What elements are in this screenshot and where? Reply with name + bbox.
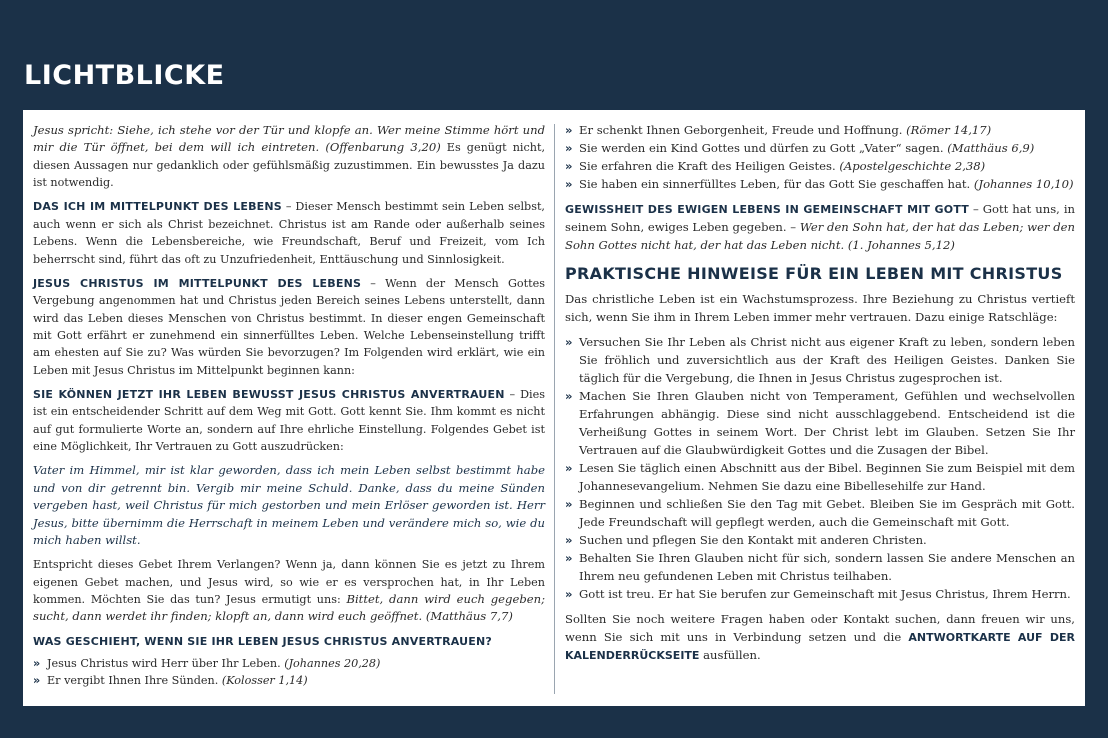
tips-list <box>565 334 1075 604</box>
list-item-ref: (Matthäus 6,9) <box>947 140 1035 155</box>
left-column <box>33 122 545 697</box>
section-text: – Dies ist ein entscheidender Schritt auf dem Weg mit Gott. Gott kennt Sie. Ihm kommt es nicht auf gut formulierte Worte an, sondern auf Ihre ehrliche Einstellung. Folgendes Gebet ist eine Möglichkeit, Ihr Vertrauen zu Gott auszudrücken: <box>33 388 545 454</box>
list-item <box>565 586 1075 604</box>
after-prayer-text: Entspricht dieses Gebet Ihrem Verlangen? Wenn ja, dann können Sie es jetzt zu Ihrem eigenen Gebet machen, und Jesus wird, so wie er es versprochen hat, in Ihr Leben kommen. Möchten Sie das tun? Jesus ermutigt uns: <box>33 558 545 606</box>
page-title: LICHTBLICKE <box>24 60 225 91</box>
list-item <box>565 550 1075 586</box>
list-item <box>565 334 1075 388</box>
intro-paragraph <box>33 122 545 191</box>
bullet-icon: » <box>565 176 573 191</box>
right-column <box>565 122 1075 672</box>
section-heading: DAS ICH IM MITTELPUNKT DES LEBENS <box>33 200 282 214</box>
list-item-text: Jesus Christus wird Herr über Ihr Leben. <box>47 657 285 671</box>
list-item-text: Sie erfahren die Kraft des Heiligen Geistes. <box>579 158 840 173</box>
list-item-ref: (Johannes 20,28) <box>284 657 381 671</box>
section-text: – Wenn der Mensch Gottes Vergebung angenommen hat und Christus jeden Bereich seines Lebens unterstellt, dann wird das Leben dieses Menschen von Christus bestimmt. In dieser engen Gemeinschaft mit Gott erfährt er zunehmend ein sinnerfülltes Leben. Welche Lebenseinstellung trifft am ehesten auf Sie zu? Was würden Sie bevorzugen? Im Folgenden wird erklärt, wie ein Leben mit Jesus Christus im Mittelpunkt beginnen kann: <box>33 276 545 377</box>
prayer-text: Vater im Himmel, mir ist klar geworden, dass ich mein Leben selbst bestimmt habe und von dir getrennt bin. Vergib mir meine Schuld. Danke, dass du meine Sünden vergeben hast, weil Christus für mich gestorben und mein Erlöser geworden ist. Herr Jesus, bitte übernimm die Herrschaft in meinem Leben und verändere mich so, wie du mich haben willst. <box>33 463 545 547</box>
list-item-text: Gott ist treu. Er hat Sie berufen zur Gemeinschaft mit Jesus Christus, Ihrem Herrn. <box>579 586 1071 601</box>
list-item-text: Beginnen und schließen Sie den Tag mit Gebet. Bleiben Sie im Gespräch mit Gott. Jede Freundschaft will gepflegt werden, auch die Gemeinschaft mit Gott. <box>579 496 1075 529</box>
bullet-icon: » <box>565 496 573 511</box>
list-item <box>565 122 1075 140</box>
list-item-text: Lesen Sie täglich einen Abschnitt aus der Bibel. Beginnen Sie zum Beispiel mit dem Johannesevangelium. Nehmen Sie dazu eine Bibellesehilfe zur Hand. <box>579 460 1075 493</box>
answer-card-reference: ANTWORTKARTE AUF DER KALENDERRÜCKSEITE <box>565 630 1075 662</box>
section-anvertrauen <box>33 386 545 455</box>
list-item <box>33 672 545 689</box>
bullet-icon: » <box>565 532 573 547</box>
bullet-icon: » <box>565 586 573 601</box>
section-heading: SIE KÖNNEN JETZT IHR LEBEN BEWUSST JESUS CHRISTUS ANVERTRAUEN <box>33 388 505 402</box>
list-item-text: Suchen und pflegen Sie den Kontakt mit anderen Christen. <box>579 532 927 547</box>
section-christus-mittelpunkt <box>33 275 545 379</box>
section-heading: JESUS CHRISTUS IM MITTELPUNKT DES LEBENS <box>33 276 362 290</box>
list-item <box>565 532 1075 550</box>
list-item-ref: (Römer 14,17) <box>906 123 992 137</box>
closing-paragraph <box>565 611 1075 665</box>
intro-text: Es genügt nicht, diesen Aussagen nur gedanklich oder gefühlsmäßig zuzustimmen. Ein bewusstes Ja dazu ist notwendig. <box>33 141 546 190</box>
list-item-ref: (Kolosser 1,14) <box>221 674 308 688</box>
practical-heading: PRAKTISCHE HINWEISE FÜR EIN LEBEN MIT CHRISTUS <box>565 263 1063 283</box>
list-item-text: Machen Sie Ihren Glauben nicht von Temperament, Gefühlen und wechselvollen Erfahrungen abhängig. Diese sind nicht ausschlaggebend. Entscheidend ist die Verheißung Gottes in seinem Wort. Der Christ lebt im Glauben. Setzen Sie Ihr Vertrauen auf die Glaubwürdigkeit Gottes und die Zusagen der Bibel. <box>579 388 1075 457</box>
bullet-icon: » <box>33 674 41 688</box>
section-heading: GEWISSHEIT DES EWIGEN LEBENS IN GEMEINSCHAFT MIT GOTT <box>565 202 969 216</box>
list-item <box>565 158 1075 176</box>
list-item <box>33 655 545 672</box>
bullet-icon: » <box>33 657 41 671</box>
bullet-icon: » <box>565 334 573 349</box>
list-item-text: Sie werden ein Kind Gottes und dürfen zu Gott „Vater“ sagen. <box>579 140 948 155</box>
list-item <box>565 140 1075 158</box>
list-item <box>565 460 1075 496</box>
list-item <box>565 388 1075 460</box>
column-divider <box>554 124 555 694</box>
practical-intro: Das christliche Leben ist ein Wachstumsprozess. Ihre Beziehung zu Christus vertieft sich, wenn Sie ihm in Ihrem Leben immer mehr vertrauen. Dazu einige Ratschläge: <box>565 291 1075 324</box>
section-quote: Wer den Sohn hat, der hat das Leben; wer den Sohn Gottes nicht hat, der hat das Leben nicht. (1. Johannes 5,12) <box>565 219 1076 252</box>
section-gewissheit <box>565 201 1075 255</box>
after-prayer-quote: Bittet, dann wird euch gegeben; sucht, dann werdet ihr finden; klopft an, dann wird euch geöffnet. (Matthäus 7,7) <box>33 591 545 624</box>
section-text: – Dieser Mensch bestimmt sein Leben selbst, auch wenn er sich als Christ bezeichnet. Christus ist am Rande oder außerhalb seines Lebens. Wenn die Lebensbereiche, wie Freundschaft, Beruf und Freizeit, vom Ich beherrscht sind, führt das oft zu Unzufriedenheit, Enttäuschung und Sinnlosigkeit. <box>33 200 545 266</box>
bullet-icon: » <box>565 550 573 565</box>
list-item <box>565 496 1075 532</box>
bullet-icon: » <box>565 460 573 475</box>
section-was-geschieht <box>33 633 545 650</box>
benefits-list-left <box>33 655 545 690</box>
list-item-ref: (Johannes 10,10) <box>973 176 1074 191</box>
benefits-list-right <box>565 122 1075 194</box>
list-item-text: Sie haben ein sinnerfülltes Leben, für das Gott Sie geschaffen hat. <box>579 176 974 191</box>
list-item-text: Behalten Sie Ihren Glauben nicht für sich, sondern lassen Sie andere Menschen an Ihrem neu gefundenen Leben mit Christus teilhaben. <box>579 550 1075 583</box>
list-item-text: Versuchen Sie Ihr Leben als Christ nicht aus eigener Kraft zu leben, sondern leben Sie fröhlich und zuversichtlich aus der Kraft des Heiligen Geistes. Danken Sie täglich für die Vergebung, die Ihnen in Jesus Christus zugesprochen ist. <box>579 334 1075 385</box>
after-prayer-paragraph <box>33 556 545 625</box>
bullet-icon: » <box>565 123 573 137</box>
list-item <box>565 176 1075 194</box>
closing-end: ausfüllen. <box>699 647 761 662</box>
section-heading: WAS GESCHIEHT, WENN SIE IHR LEBEN JESUS CHRISTUS ANVERTRAUEN? <box>33 634 492 648</box>
section-ich-mittelpunkt <box>33 198 545 267</box>
list-item-ref: (Apostelgeschichte 2,38) <box>839 158 986 173</box>
closing-text: Sollten Sie noch weitere Fragen haben oder Kontakt suchen, dann freuen wir uns, wenn Sie sich mit uns in Verbindung setzen und die <box>565 611 1075 644</box>
section-text: – Gott hat uns, in seinem Sohn, ewiges Leben gegeben. – <box>565 201 1075 234</box>
bullet-icon: » <box>565 388 573 403</box>
bullet-icon: » <box>565 140 573 155</box>
list-item-text: Er schenkt Ihnen Geborgenheit, Freude und Hoffnung. <box>579 123 907 137</box>
intro-quote: Jesus spricht: Siehe, ich stehe vor der Tür und klopfe an. Wer meine Stimme hört und mir die Tür öffnet, bei dem will ich eintreten. (Offenbarung 3,20) <box>33 123 545 155</box>
content-panel <box>23 110 1085 706</box>
list-item-text: Er vergibt Ihnen Ihre Sünden. <box>47 674 222 688</box>
bullet-icon: » <box>565 158 573 173</box>
